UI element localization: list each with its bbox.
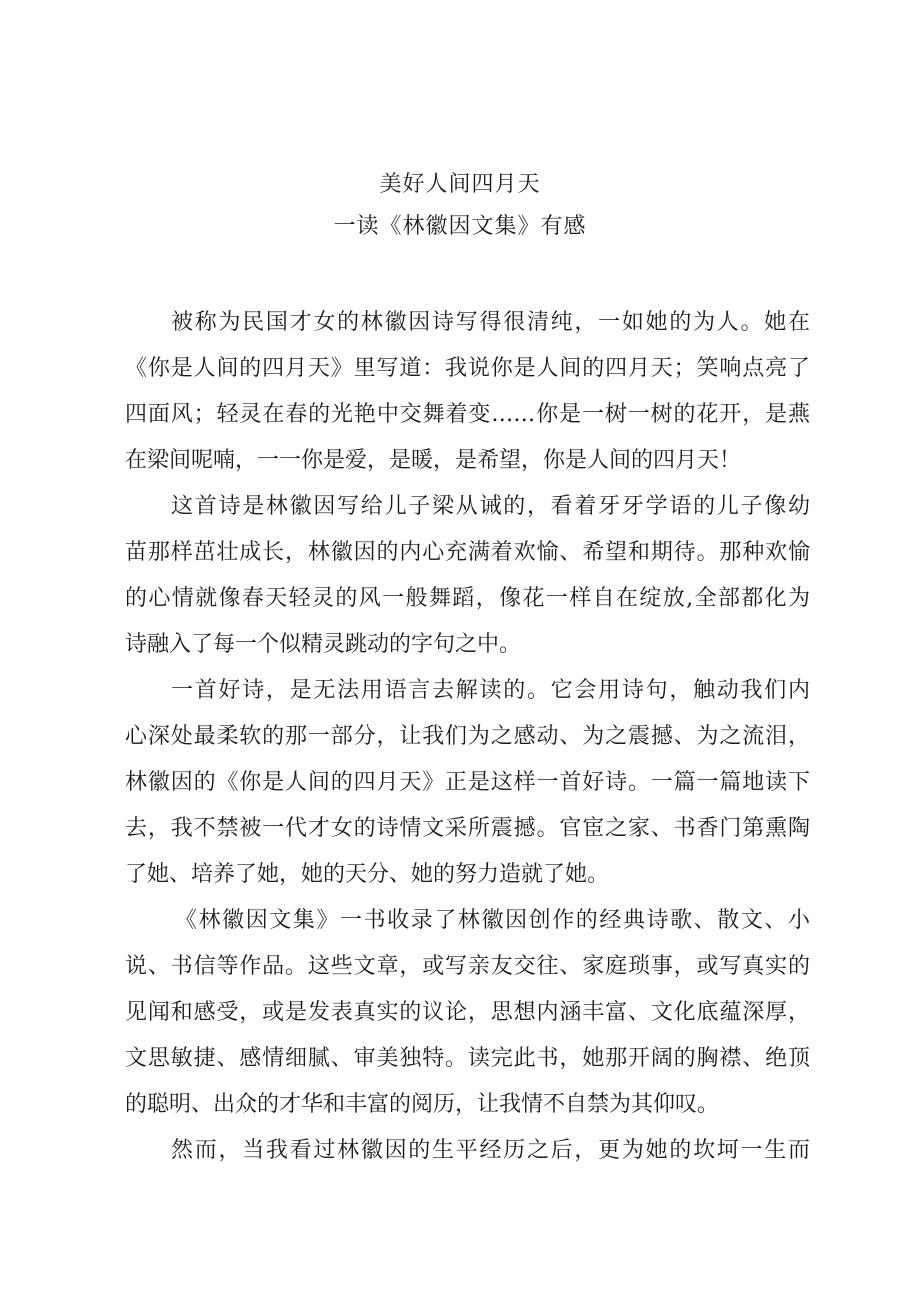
- paragraph-line: 的聪明、出众的才华和丰富的阅历，让我情不自禁为其仰叹。: [125, 1092, 720, 1117]
- document-body: [125, 300, 810, 1174]
- paragraph-line: 这首诗是林徽因写给儿子梁从诫的，看着牙牙学语的儿子像幼: [171, 494, 810, 519]
- paragraph-line: 去，我不禁被一代才女的诗情文采所震撼。官宦之家、书香门第熏陶: [125, 816, 810, 841]
- document-title: 美好人间四月天: [379, 172, 541, 197]
- paragraph-line: 《你是人间的四月天》里写道：我说你是人间的四月天；笑响点亮了: [125, 356, 810, 381]
- paragraph-line: 心深处最柔软的那一部分，让我们为之感动、为之震撼、为之流泪，: [125, 724, 810, 749]
- paragraph-line: 四面风；轻灵在春的光艳中交舞着变……你是一树一树的花开，是燕: [125, 402, 810, 427]
- paragraph-line: 了她、培养了她，她的天分、她的努力造就了她。: [125, 862, 610, 887]
- paragraph-line: 诗融入了每一个似精灵跳动的字句之中。: [125, 632, 522, 657]
- paragraph-line: 《林徽因文集》一书收录了林徽因创作的经典诗歌、散文、小: [175, 908, 810, 933]
- paragraph-line: 说、书信等作品。这些文章，或写亲友交往、家庭琐事，或写真实的: [125, 954, 810, 979]
- paragraph-line: 文思敏捷、感情细腻、审美独特。读完此书，她那开阔的胸襟、绝顶: [125, 1046, 810, 1071]
- paragraph-3: [125, 668, 810, 898]
- paragraph-line: 见闻和感受，或是发表真实的议论，思想内涵丰富、文化底蕴深厚，: [125, 1000, 810, 1025]
- document-subtitle: 一读《林徽因文集》有感: [333, 214, 587, 239]
- paragraph-2: [125, 484, 810, 668]
- paragraph-1: [125, 300, 810, 484]
- paragraph-4: [125, 898, 810, 1128]
- paragraph-line: 在梁间呢喃，一一你是爱，是暖，是希望，你是人间的四月天！: [125, 448, 742, 473]
- paragraph-5: [125, 1128, 810, 1174]
- paragraph-line: 林徽因的《你是人间的四月天》正是这样一首好诗。一篇一篇地读下: [125, 770, 810, 795]
- paragraph-line: 被称为民国才女的林徽因诗写得很清纯，一如她的为人。她在: [171, 310, 810, 335]
- paragraph-line: 然而，当我看过林徽因的生平经历之后，更为她的坎坷一生而: [171, 1138, 810, 1163]
- paragraph-line: 的心情就像春天轻灵的风一般舞蹈，像花一样自在绽放,全部都化为: [125, 586, 810, 611]
- paragraph-line: 一首好诗，是无法用语言去解读的。它会用诗句，触动我们内: [171, 678, 810, 703]
- paragraph-line: 苗那样茁壮成长，林徽因的内心充满着欢愉、希望和期待。那种欢愉: [125, 540, 810, 565]
